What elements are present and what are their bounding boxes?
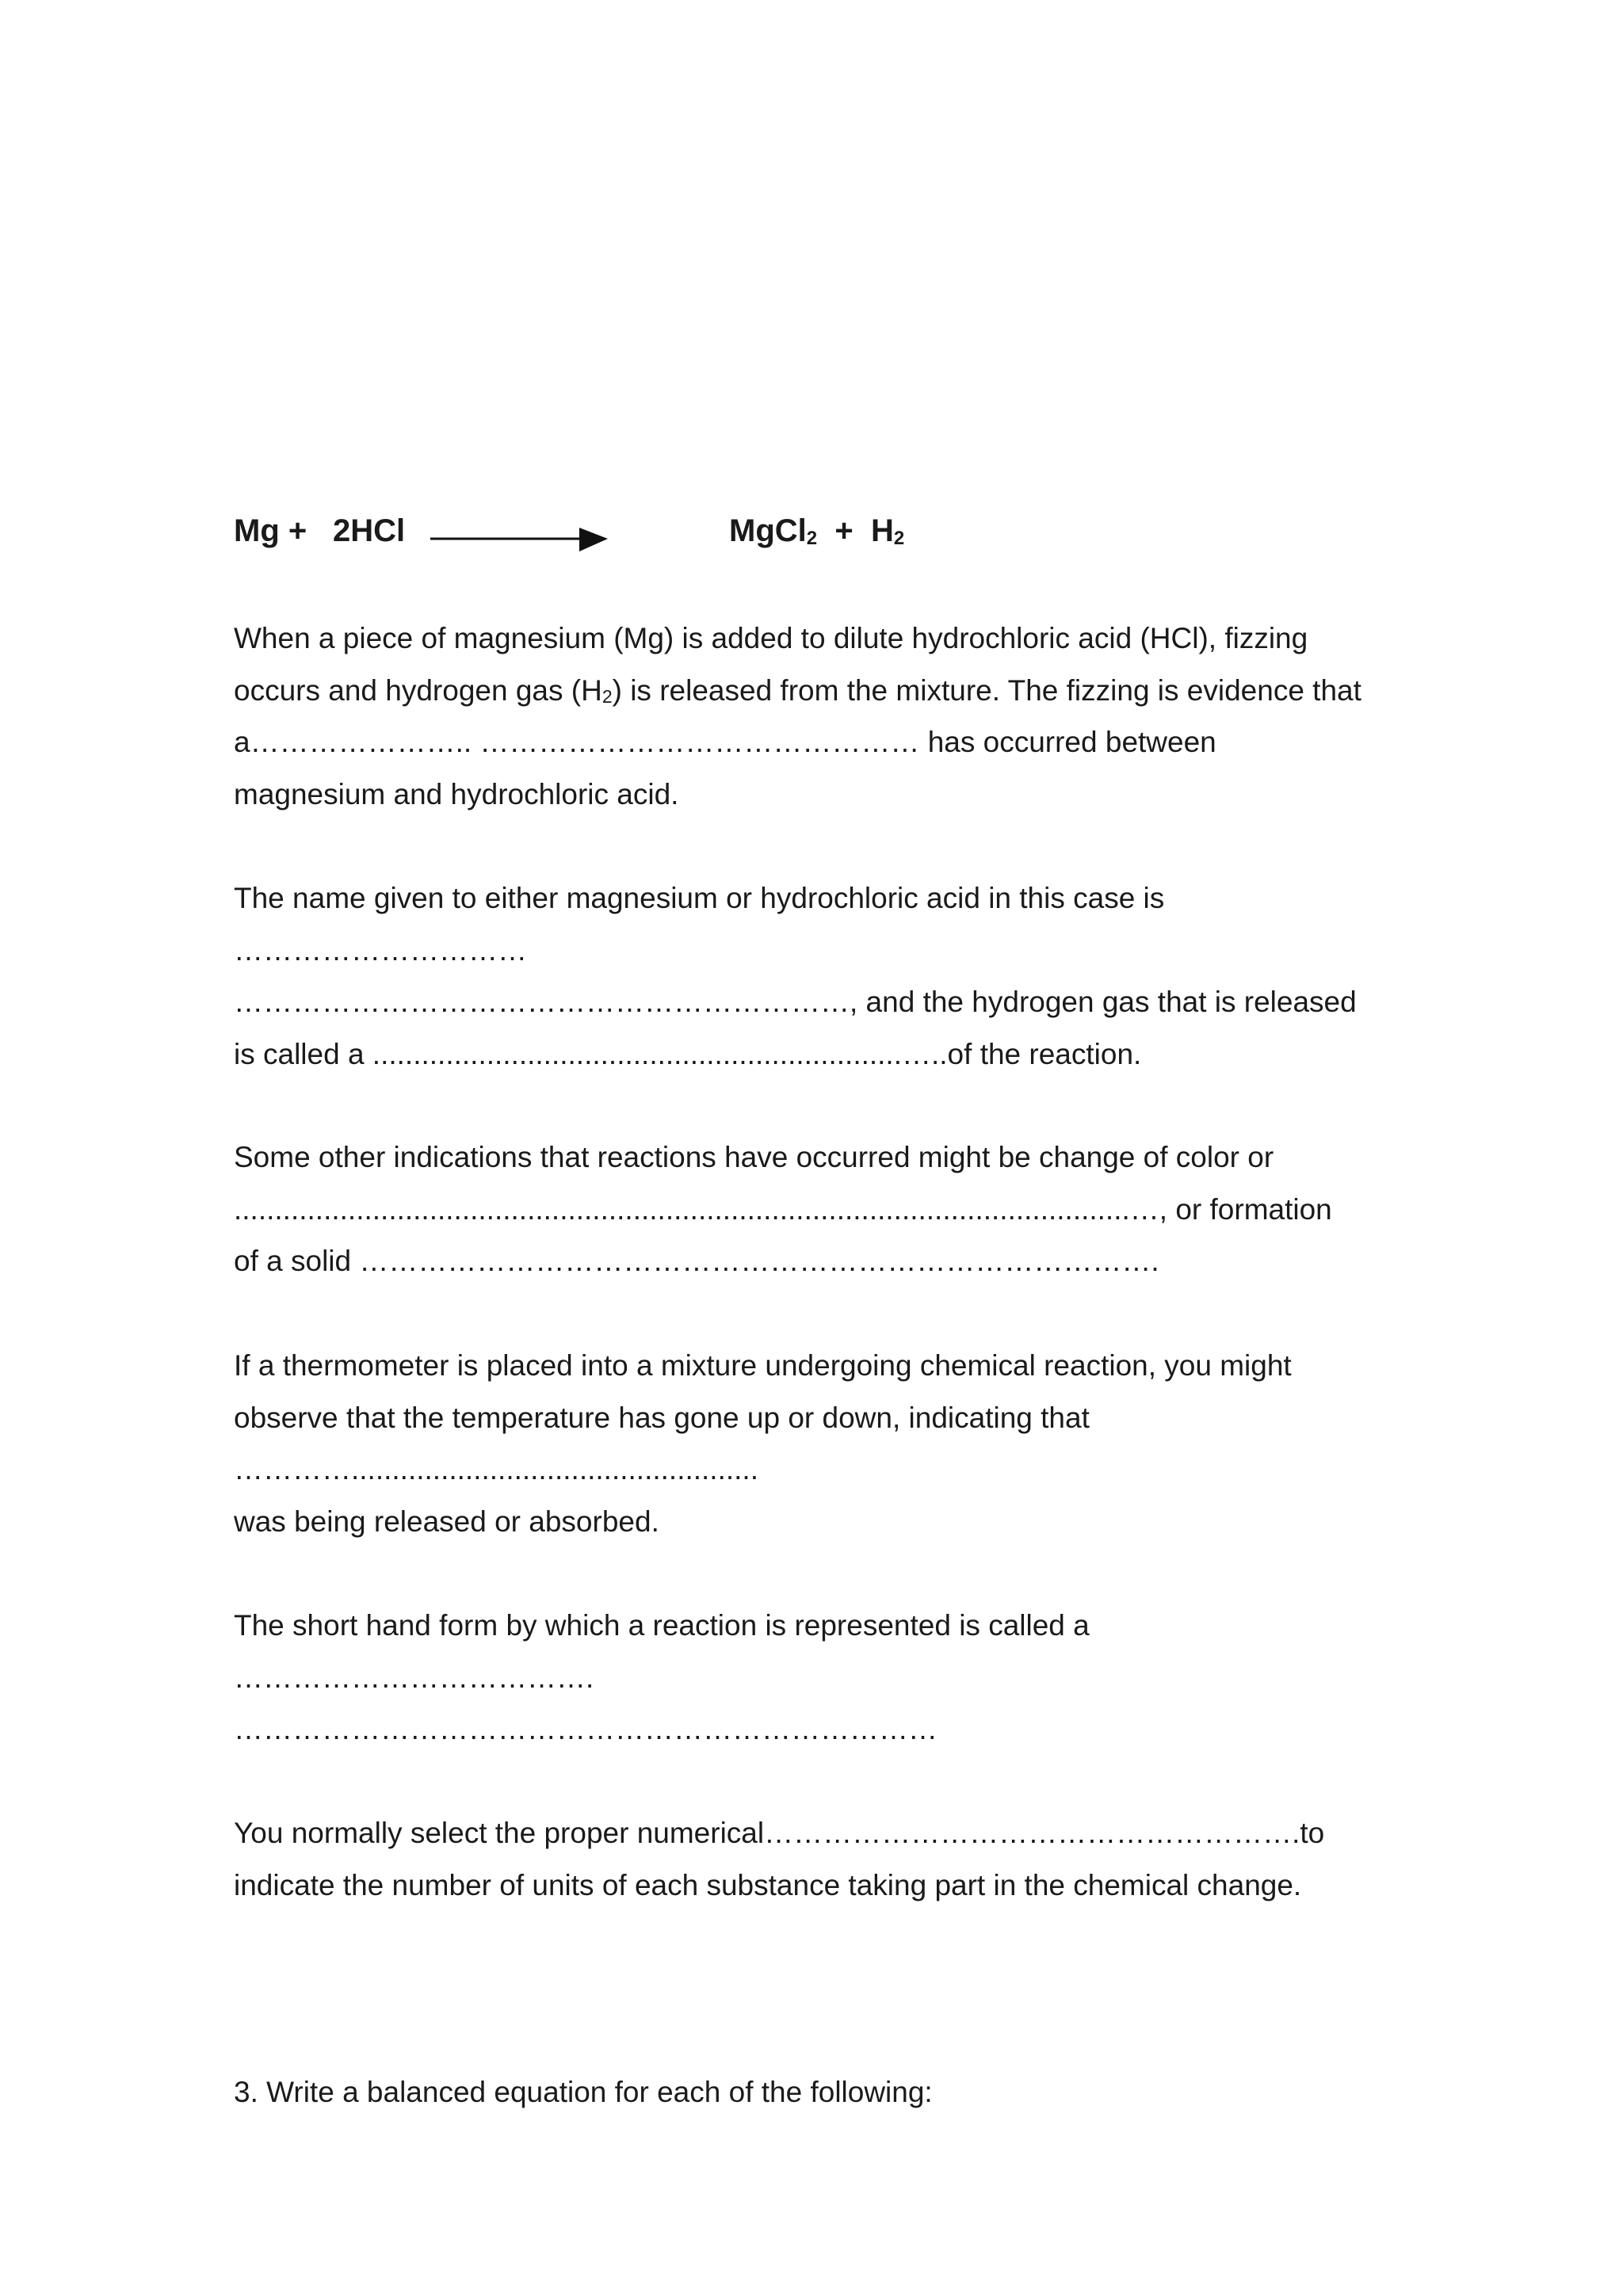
paragraph-indications (234, 1131, 1423, 1287)
paragraph-reactants-products (234, 872, 1423, 1080)
fill-in-blank-line: ………………………………………………………, and the hydrogen gas that is released (234, 986, 1357, 1018)
fill-in-blank-line: is called a .................................................................…..of the reaction. (234, 1037, 1142, 1070)
text-line: indicate the number of units of each substance taking part in the chemical change. (234, 1868, 1302, 1901)
paragraph-thermometer (234, 1340, 1423, 1547)
chemical-equation (234, 507, 1423, 555)
paragraph-short-hand (234, 1600, 1423, 1756)
product-magnesium-chloride: MgCl (729, 513, 807, 548)
text-line: The short hand form by which a reaction is represented is called a (234, 1609, 1090, 1642)
fill-in-blank-line: ………….................................................. (234, 1453, 758, 1486)
question-3 (234, 2066, 1423, 2119)
plus-sign: + (834, 513, 854, 548)
text-line: was being released or absorbed. (234, 1505, 659, 1538)
reactant-magnesium: Mg + (234, 513, 307, 548)
fill-in-blank-line: of a solid ………………………………………………………………………. (234, 1245, 1159, 1277)
products (729, 507, 904, 563)
subscript: 2 (601, 685, 613, 707)
paragraph-coefficients (234, 1807, 1423, 1911)
text-line: When a piece of magnesium (Mg) is added to dilute hydrochloric acid (HCl), fizzing (234, 622, 1308, 654)
question-text: 3. Write a balanced equation for each of the following: (234, 2076, 933, 2108)
product2-subscript: 2 (893, 528, 905, 549)
product1-subscript: 2 (806, 528, 818, 549)
fill-in-blank-line: ………………………………. (234, 1661, 594, 1694)
fill-in-blank-line: a………………….. ……………………………………… has occurred between (234, 726, 1216, 758)
reaction-arrow-icon (430, 521, 609, 553)
text-fragment: occurs and hydrogen gas (H (234, 673, 602, 707)
reactant-hydrochloric-acid: 2HCl (333, 513, 406, 548)
text-line: observe that the temperature has gone up or down, indicating that (234, 1401, 1090, 1434)
fill-in-blank-line: You normally select the proper numerical……………………………………………….to (234, 1817, 1325, 1849)
text-line: If a thermometer is placed into a mixture undergoing chemical reaction, you might (234, 1349, 1292, 1382)
fill-in-blank-line: ……………………………………………………………… (234, 1713, 938, 1745)
fill-in-blank-line: ………………………… (234, 933, 527, 967)
text-fragment: ) is released from the mixture. The fizzing is evidence that (612, 673, 1361, 707)
text-line: The name given to either magnesium or hydrochloric acid in this case is (234, 882, 1165, 914)
text-line: Some other indications that reactions have occurred might be change of color or (234, 1141, 1274, 1173)
text-line: magnesium and hydrochloric acid. (234, 777, 679, 810)
text-line (234, 665, 1423, 717)
fill-in-blank-line: ..............................................................................................................…, or formation (234, 1192, 1332, 1226)
paragraph-fizzing (234, 612, 1423, 820)
product-hydrogen: H (870, 513, 894, 548)
